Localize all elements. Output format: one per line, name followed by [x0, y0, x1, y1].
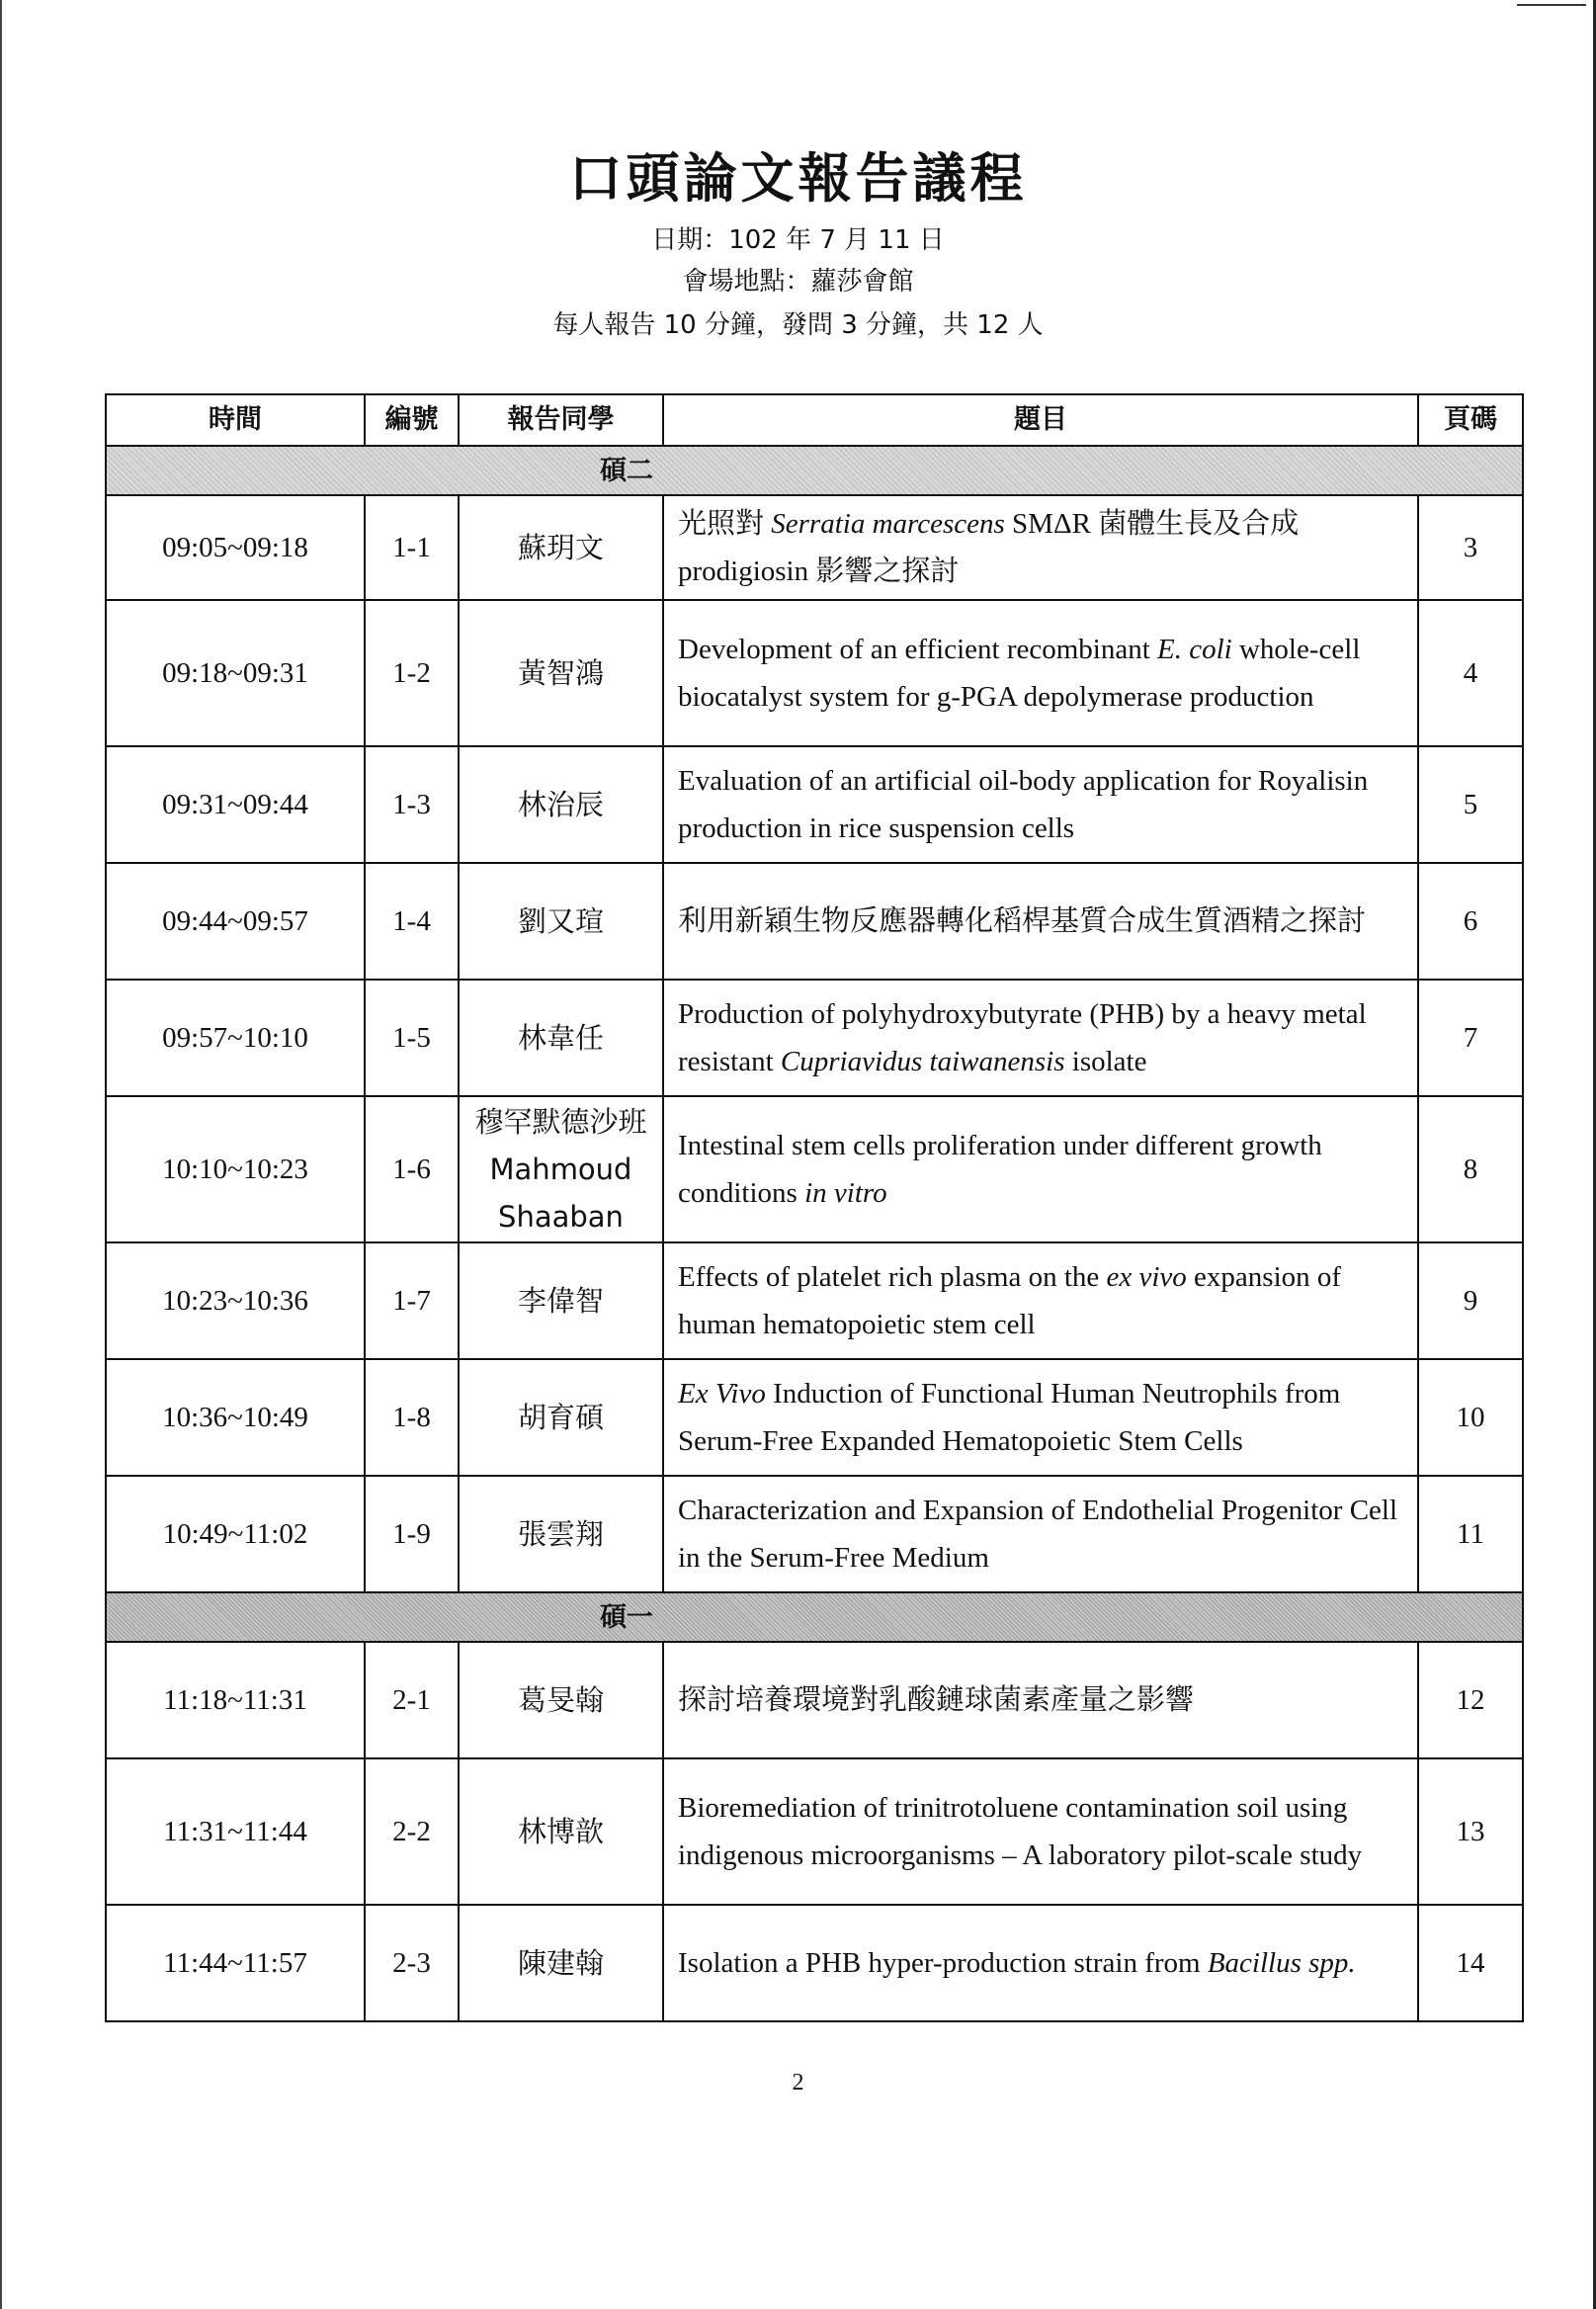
student-cell: 張雲翔: [459, 1476, 663, 1592]
topic-cell: Effects of platelet rich plasma on the ex vivo expansion of human hematopoietic stem cell: [663, 1242, 1418, 1359]
id-cell: 1-3: [365, 746, 459, 863]
topic-cell: Characterization and Expansion of Endothelial Progenitor Cell in the Serum-Free Medium: [663, 1476, 1418, 1592]
student-cell: 穆罕默德沙班 Mahmoud Shaaban: [459, 1096, 663, 1242]
table-row: [106, 746, 1523, 863]
student-cell: 林博歆: [459, 1758, 663, 1905]
student-cell: 林治辰: [459, 746, 663, 863]
time-cell: 09:44~09:57: [106, 863, 365, 980]
time-cell: 09:18~09:31: [106, 600, 365, 746]
topic-cell: 光照對 Serratia marcescens SMΔR 菌體生長及合成 prodigiosin 影響之探討: [663, 495, 1418, 600]
topic-cell: Bioremediation of trinitrotoluene contamination soil using indigenous microorganisms – A laboratory pilot-scale study: [663, 1758, 1418, 1905]
agenda-table: [105, 393, 1524, 2022]
venue-line: 會場地點：蘿莎會館: [682, 267, 914, 297]
id-cell: 1-1: [365, 495, 459, 600]
page-cell: 6: [1418, 863, 1523, 980]
topic-cell: Ex Vivo Induction of Functional Human Neutrophils from Serum-Free Expanded Hematopoietic Stem Cells: [663, 1359, 1418, 1476]
header-page: 頁碼: [1418, 394, 1523, 446]
table-header-row: [106, 394, 1523, 446]
topic-cell: Evaluation of an artificial oil-body application for Royalisin production in rice suspension cells: [663, 746, 1418, 863]
table-row: [106, 1476, 1523, 1592]
page-cell: 4: [1418, 600, 1523, 746]
id-cell: 1-7: [365, 1242, 459, 1359]
header-id: 編號: [365, 394, 459, 446]
page-cell: 5: [1418, 746, 1523, 863]
time-cell: 11:18~11:31: [106, 1642, 365, 1758]
student-cell: 胡育碩: [459, 1359, 663, 1476]
student-cell: 林韋任: [459, 980, 663, 1096]
time-cell: 10:23~10:36: [106, 1242, 365, 1359]
id-cell: 1-2: [365, 600, 459, 746]
id-cell: 1-9: [365, 1476, 459, 1592]
page-number: 2: [792, 2070, 804, 2095]
page-cell: 7: [1418, 980, 1523, 1096]
page-cell: 11: [1418, 1476, 1523, 1592]
table-row: [106, 980, 1523, 1096]
topic-cell: 探討培養環境對乳酸鏈球菌素產量之影響: [663, 1642, 1418, 1758]
id-cell: 1-4: [365, 863, 459, 980]
rules-line: 每人報告 10 分鐘，發問 3 分鐘，共 12 人: [552, 310, 1044, 340]
date-line: 日期：102 年 7 月 11 日: [651, 225, 945, 255]
id-cell: 1-8: [365, 1359, 459, 1476]
header-student: 報告同學: [459, 394, 663, 446]
time-cell: 11:44~11:57: [106, 1905, 365, 2021]
section-row: [106, 1592, 1523, 1642]
student-cell: 黃智鴻: [459, 600, 663, 746]
table-row: [106, 1642, 1523, 1758]
section-label: 碩一: [106, 1592, 1523, 1642]
id-cell: 2-3: [365, 1905, 459, 2021]
student-cell: 葛旻翰: [459, 1642, 663, 1758]
topic-cell: 利用新穎生物反應器轉化稻桿基質合成生質酒精之探討: [663, 863, 1418, 980]
time-cell: 11:31~11:44: [106, 1758, 365, 1905]
page-cell: 13: [1418, 1758, 1523, 1905]
section-label: 碩二: [106, 446, 1523, 495]
student-cell: 李偉智: [459, 1242, 663, 1359]
table-row: [106, 1096, 1523, 1242]
section-row: [106, 446, 1523, 495]
table-row: [106, 1242, 1523, 1359]
page-cell: 9: [1418, 1242, 1523, 1359]
topic-cell: Development of an efficient recombinant E. coli whole-cell biocatalyst system for g-PGA depolymerase production: [663, 600, 1418, 746]
page-title: 口頭論文報告議程: [568, 146, 1028, 210]
page-cell: 8: [1418, 1096, 1523, 1242]
time-cell: 10:36~10:49: [106, 1359, 365, 1476]
id-cell: 2-1: [365, 1642, 459, 1758]
table-row: [106, 1905, 1523, 2021]
page-cell: 3: [1418, 495, 1523, 600]
topic-cell: Production of polyhydroxybutyrate (PHB) by a heavy metal resistant Cupriavidus taiwanensis isolate: [663, 980, 1418, 1096]
time-cell: 09:31~09:44: [106, 746, 365, 863]
header-time: 時間: [106, 394, 365, 446]
student-cell: 劉又瑄: [459, 863, 663, 980]
header-topic: 題目: [663, 394, 1418, 446]
time-cell: 09:05~09:18: [106, 495, 365, 600]
table-row: [106, 863, 1523, 980]
id-cell: 1-6: [365, 1096, 459, 1242]
table-row: [106, 1758, 1523, 1905]
agenda-body: [106, 446, 1523, 2021]
time-cell: 10:49~11:02: [106, 1476, 365, 1592]
page-cell: 14: [1418, 1905, 1523, 2021]
table-row: [106, 495, 1523, 600]
id-cell: 1-5: [365, 980, 459, 1096]
scan-mark-top: [1517, 4, 1586, 6]
student-cell: 陳建翰: [459, 1905, 663, 2021]
table-row: [106, 1359, 1523, 1476]
page-cell: 10: [1418, 1359, 1523, 1476]
table-row: [106, 600, 1523, 746]
student-cell: 蘇玥文: [459, 495, 663, 600]
scan-edge-left: [0, 0, 2, 2309]
time-cell: 09:57~10:10: [106, 980, 365, 1096]
time-cell: 10:10~10:23: [106, 1096, 365, 1242]
id-cell: 2-2: [365, 1758, 459, 1905]
topic-cell: Intestinal stem cells proliferation under different growth conditions in vitro: [663, 1096, 1418, 1242]
page-cell: 12: [1418, 1642, 1523, 1758]
topic-cell: Isolation a PHB hyper-production strain from Bacillus spp.: [663, 1905, 1418, 2021]
